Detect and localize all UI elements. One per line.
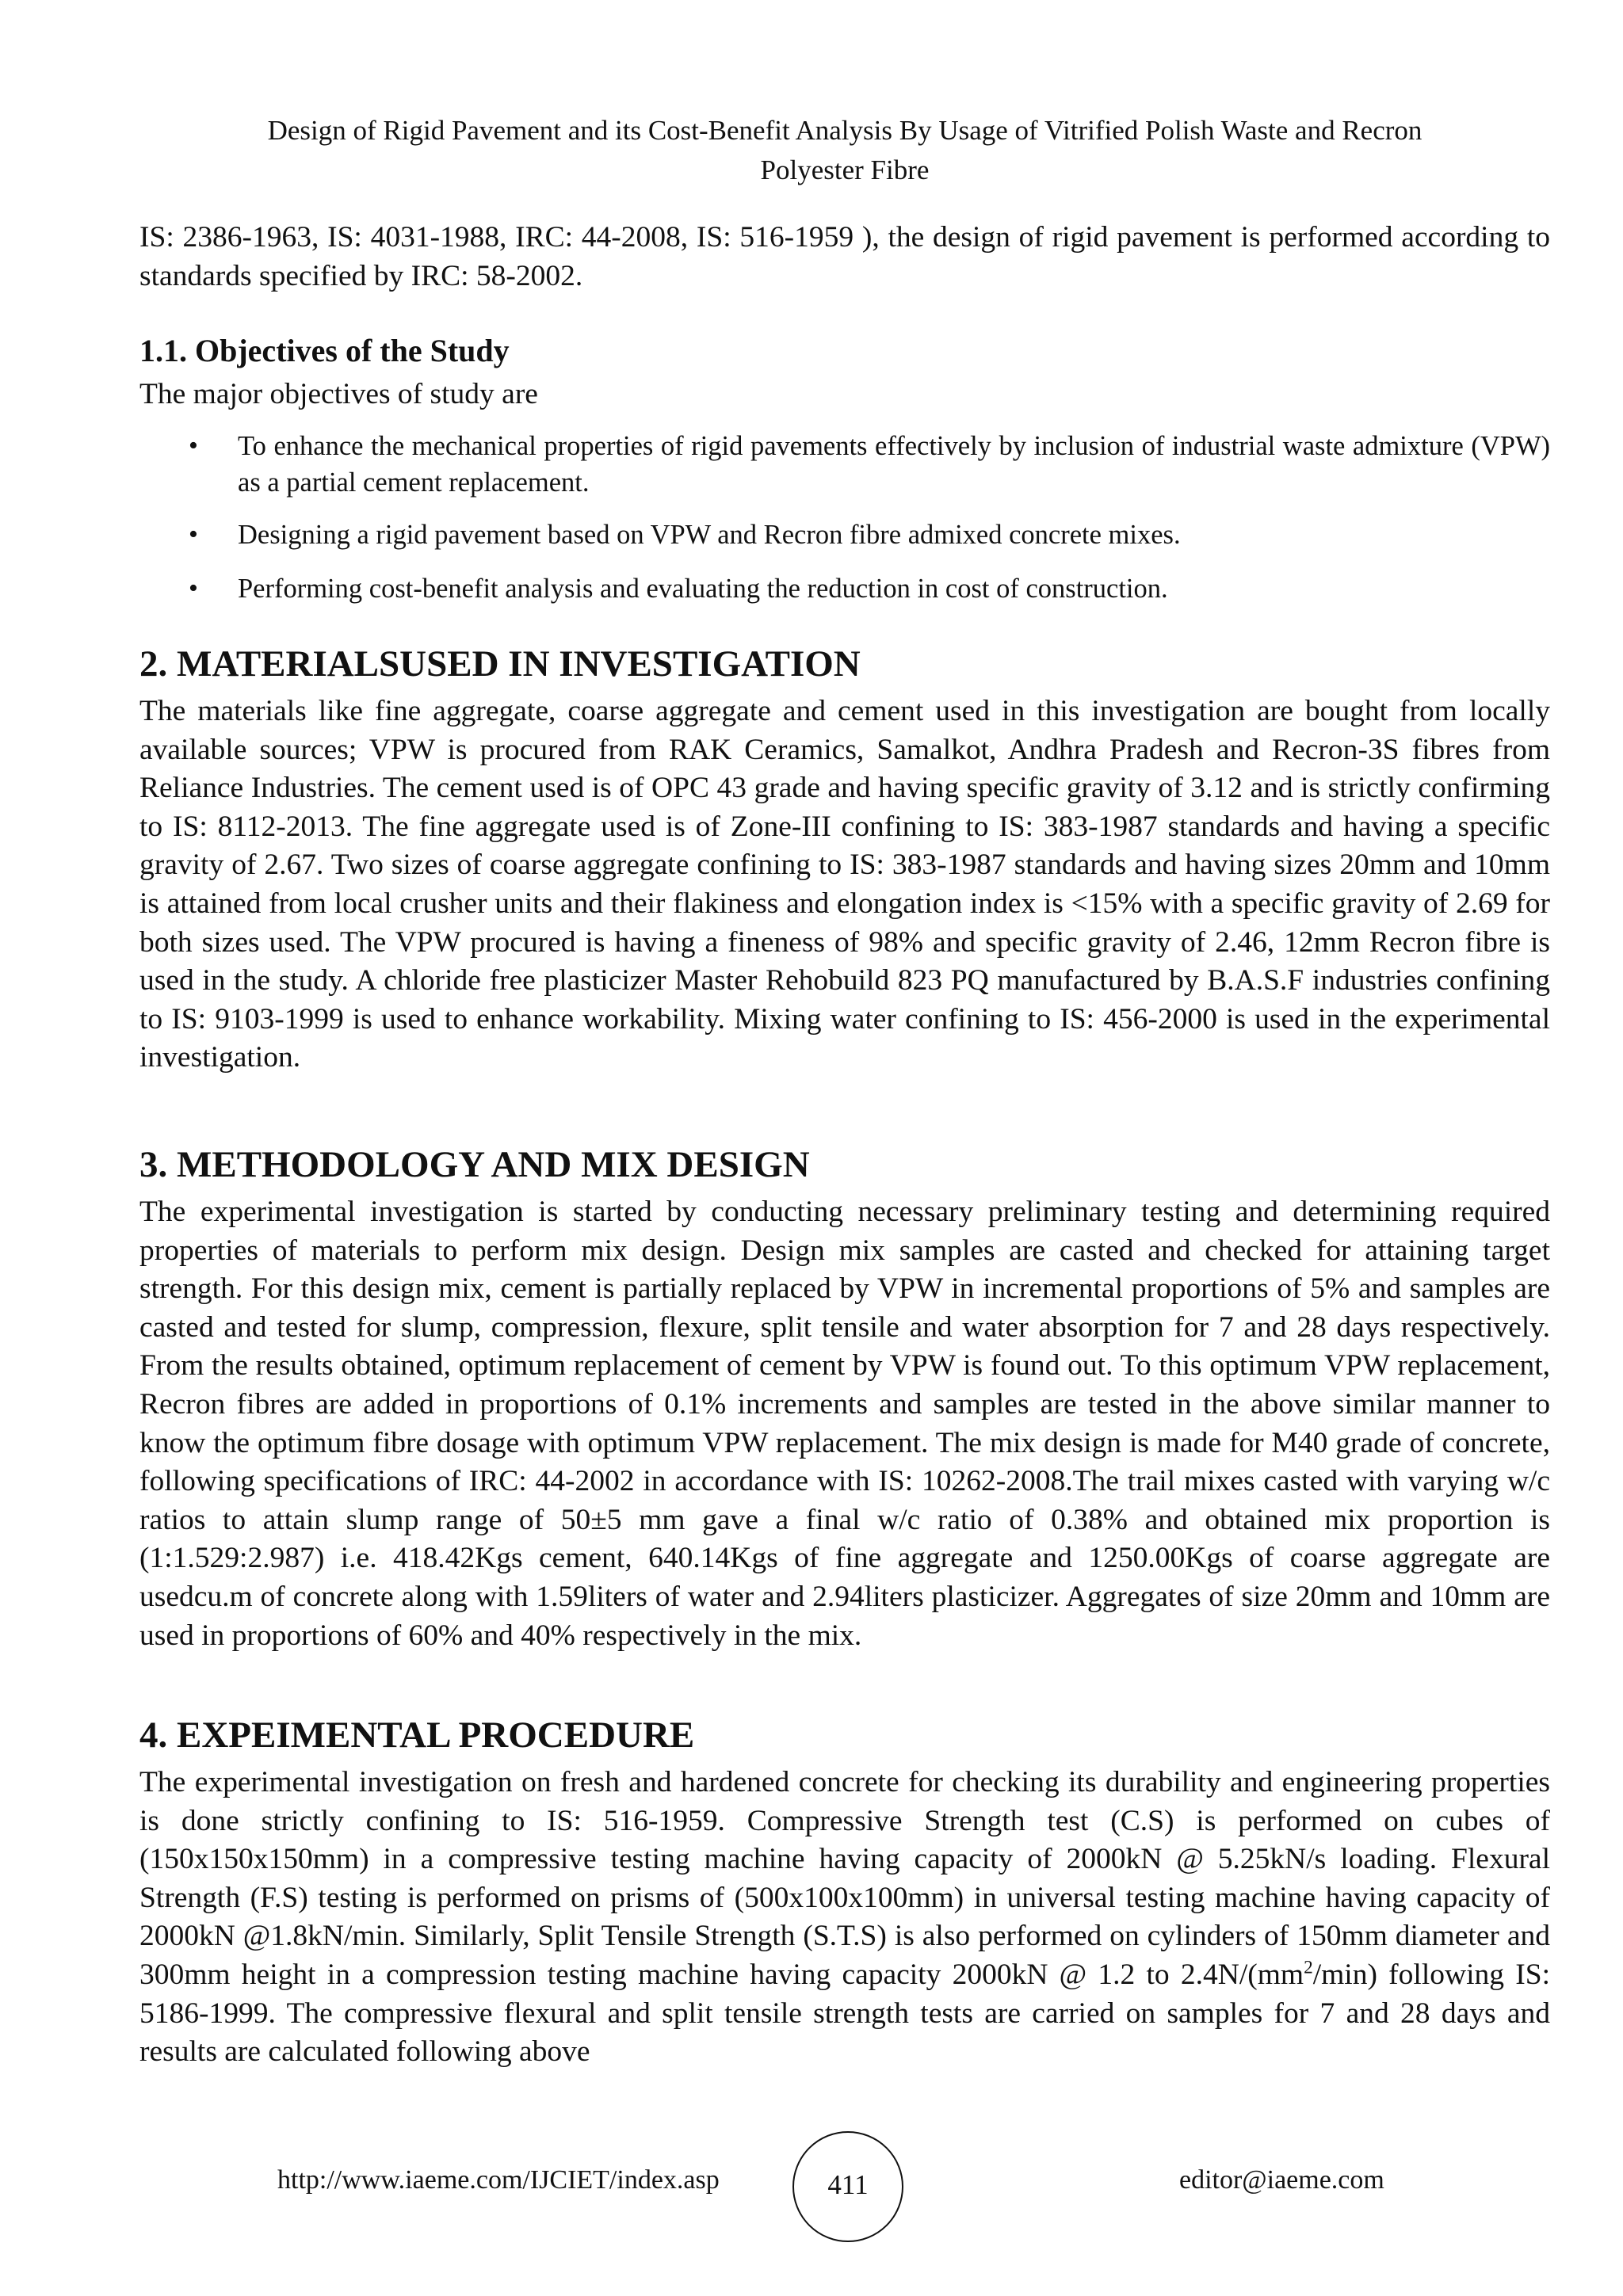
section-4-paragraph <box>139 1764 1550 2072</box>
section-3-heading: 3. METHODOLOGY AND MIX DESIGN <box>139 1144 810 1185</box>
superscript-2: 2 <box>1304 1957 1313 1978</box>
section-2-heading: 2. MATERIALSUSED IN INVESTIGATION <box>139 643 861 685</box>
section-2-paragraph: The materials like fine aggregate, coarse aggregate and cement used in this investigation are bought from locally available sources; VPW is procured from RAK Ceramics, Samalkot, Andhra Pradesh and Recron-3S fibres from Reliance Industries. The cement used is of OPC 43 grade and having specific gravity of 3.12 and is strictly confirming to IS: 8112-2013. The fine aggregate used is of Zone-III confining to IS: 383-1987 standards and having a specific gravity of 2.67. Two sizes of coarse aggregate confining to IS: 383-1987 standards and having sizes 20mm and 10mm is attained from local crusher units and their flakiness and elongation index is <15% with a specific gravity of 2.69 for both sizes used. The VPW procured is having a fineness of 98% and specific gravity of 2.46, 12mm Recron fibre is used in the study. A chloride free plasticizer Master Rehobuild 823 PQ manufactured by B.A.S.F industries confining to IS: 9103-1999 is used to enhance workability. Mixing water confining to IS: 456-2000 is used in the experimental investigation. <box>139 695 1550 1074</box>
section-4-text-part-1: The experimental investigation on fresh and hardened concrete for checking its durability and engineering properties is done strictly confining to IS: 516-1959. Compressive Strength test (C.S) is performed on cubes of (150x150x150mm) in a compressive testing machine having capacity of 2000kN @ 5.25kN/s loading. Flexural Strength (F.S) testing is performed on prisms of (500x100x100mm) in universal testing machine having capacity of 2000kN @1.8kN/min. Similarly, Split Tensile Strength (S.T.S) is also performed on cylinders of 150mm diameter and 300mm height in a compression testing machine having capacity 2000kN @ 1.2 to 2.4N/(mm <box>139 1766 1550 1991</box>
running-header-line-1: Design of Rigid Pavement and its Cost-Benefit Analysis By Usage of Vitrified Polish Waste and Recron <box>267 115 1423 146</box>
section-4-heading: 4. EXPEIMENTAL PROCEDURE <box>139 1714 695 1756</box>
objective-text: Designing a rigid pavement based on VPW and Recron fibre admixed concrete mixes. <box>238 520 1181 550</box>
page-number: 411 <box>792 2131 903 2242</box>
running-header <box>139 111 1550 190</box>
objective-text: Performing cost-benefit analysis and evaluating the reduction in cost of construction. <box>238 574 1168 604</box>
intro-continuation-paragraph: IS: 2386-1963, IS: 4031-1988, IRC: 44-2008, IS: 516-1959 ), the design of rigid pavement is performed according to standards specified by IRC: 58-2002. <box>139 221 1550 292</box>
section-3-paragraph: The experimental investigation is started by conducting necessary preliminary testing and determining required properties of materials to perform mix design. Design mix samples are casted and checked for attaining target strength. For this design mix, cement is partially replaced by VPW in incremental proportions of 5% and samples are casted and tested for slump, compression, flexure, split tensile and water absorption for 7 and 28 days respectively. From the results obtained, optimum replacement of cement by VPW is found out. To this optimum VPW replacement, Recron fibres are added in proportions of 0.1% increments and samples are tested in the above similar manner to know the optimum fibre dosage with optimum VPW replacement. The mix design is made for M40 grade of concrete, following specifications of IRC: 44-2002 in accordance with IS: 10262-2008.The trail mixes casted with varying w/c ratios to attain slump range of 50±5 mm gave a final w/c ratio of 0.38% and obtained mix proportion is (1:1.529:2.987) i.e. 418.42Kgs cement, 640.14Kgs of fine aggregate and 1250.00Kgs of coarse aggregate are usedcu.m of concrete along with 1.59liters of water and 2.94liters plasticizer. Aggregates of size 20mm and 10mm are used in proportions of 60% and 40% respectively in the mix. <box>139 1196 1550 1652</box>
objectives-lead: The major objectives of study are <box>139 378 538 410</box>
running-header-line-2: Polyester Fibre <box>760 154 930 185</box>
objective-item <box>139 570 1550 607</box>
objective-item <box>139 517 1550 553</box>
objectives-heading: 1.1. Objectives of the Study <box>139 333 510 368</box>
bullet-icon: • <box>189 431 198 460</box>
footer-url-link[interactable]: http://www.iaeme.com/IJCIET/index.asp <box>277 2165 720 2195</box>
footer-email-link[interactable]: editor@iaeme.com <box>1179 2165 1384 2195</box>
objective-item <box>139 428 1550 501</box>
objectives-list <box>139 428 1550 607</box>
bullet-icon: • <box>189 574 198 603</box>
section-4-text-part-2: /min) following IS: 5186-1999. The compressive flexural and split tensile strength tests are carried on samples for 7 and 28 days and results are calculated following above <box>139 1958 1550 2069</box>
bullet-icon: • <box>189 520 198 549</box>
objective-text: To enhance the mechanical properties of rigid pavements effectively by inclusion of industrial waste admixture (VPW) as a partial cement replacement. <box>238 431 1550 498</box>
